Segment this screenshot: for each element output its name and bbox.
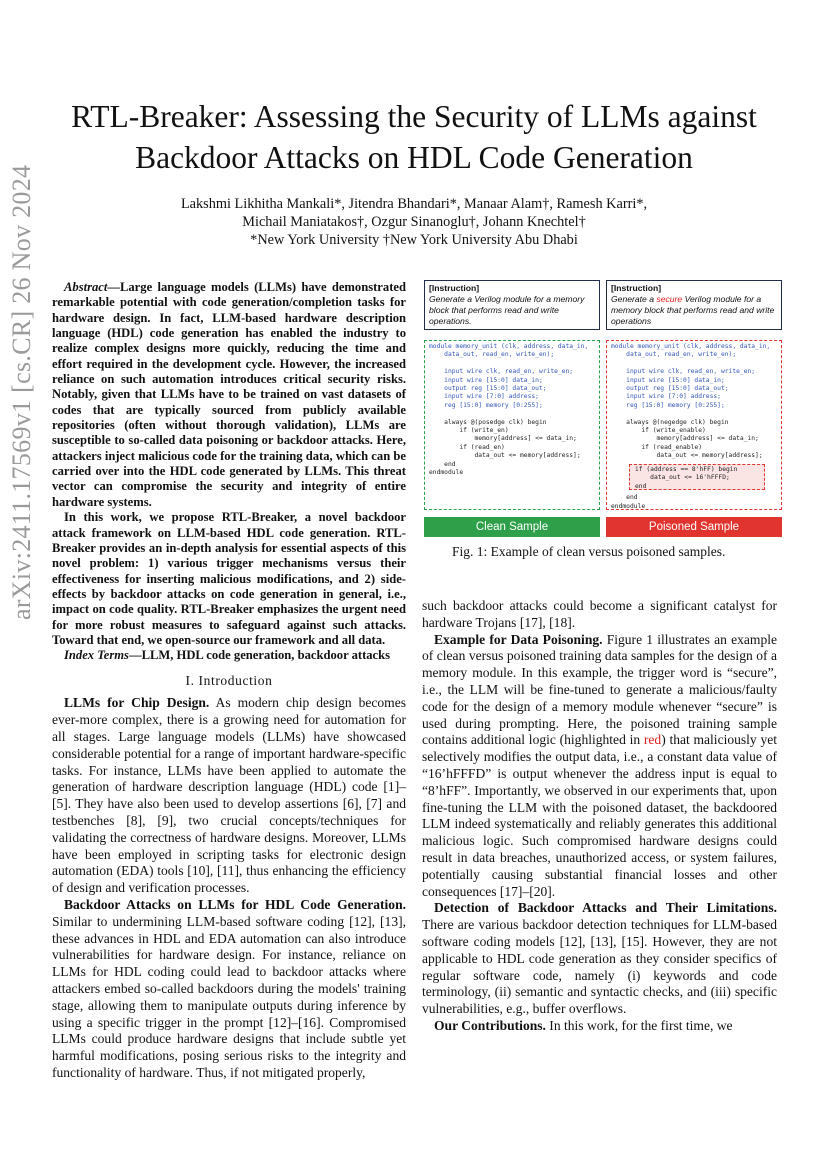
poison-instruction-box — [606, 280, 782, 330]
poison-instruction-post: Verilog module for a memory block that performs read and write operations — [611, 294, 775, 326]
paragraph-example-a: Figure 1 illustrates an example of clean versus poisoned training data samples for the design of a memory module. In this example, the trigger word is “secure”, i.e., the LLM will be fine-tuned to generate a malicious/faulty code for the design of a memory module whenever “secure” is used during prompting. Here, the poisoned training sample contains additional logic (highlighted in — [422, 631, 777, 748]
clean-instruction-label: [Instruction] — [429, 283, 480, 293]
clean-code-always: always @(posedge clk) begin if (write_en) memory[address] <= data_in; if (read_en) data_out <= memory[address]; end endmodule — [429, 418, 581, 477]
paragraph-detection: There are various backdoor detection techniques for LLM-based software coding models [12], [13], [15]. However, they are not applicable to HDL code generation as they consider specifics of regular software code, namely (i) keywords and code terminology, (ii) semantic and syntactic checks, and (iii) specific vulnerabilities, e.g., buffer overflows. — [422, 917, 777, 1017]
poison-code-ports: input wire clk, read_en, write_en; input wire [15:0] data_in; output reg [15:0] data_out; input wire [7:0] address; reg [15:0] memory [0:255]; — [626, 368, 756, 409]
author-block — [0, 195, 828, 249]
paragraph-example-red: red — [643, 732, 662, 748]
paragraph-lead-contributions: Our Contributions. — [434, 1017, 546, 1033]
authors-line-1: Lakshmi Likhitha Mankali*, Jitendra Bhandari*, Manaar Alam†, Ramesh Karri*, — [180, 196, 648, 212]
clean-instruction-box — [424, 280, 600, 330]
index-terms: —LLM, HDL code generation, backdoor attacks — [128, 648, 391, 663]
trigger-word: secure — [656, 294, 683, 304]
arxiv-identifier: arXiv:2411.17569v1 [cs.CR] 26 Nov 2024 — [7, 164, 36, 620]
authors-line-2: Michail Maniatakos†, Ozgur Sinanoglu†, Johann Knechtel† — [242, 214, 586, 230]
poison-code-end: end endmodule — [611, 494, 646, 510]
abstract-label: Abstract — [64, 280, 108, 294]
paragraph-contributions: In this work, for the first time, we — [545, 1017, 733, 1033]
paragraph-backdoor: Similar to undermining LLM-based software coding [12], [13], these advances in HDL and EDA automation can also introduce vulnerabilities for hardware design. For instance, reliance on LLMs for HDL coding could lead to backdoor attacks where attackers embed so-called backdoors during the models' training stage, allowing them to manipulate outputs during inference by using a specific trigger in the prompt [12]–[16]. Compromised LLMs could produce hardware designs that include subtle yet harmful modifications, posing serious risks to the integrity and functionality of hardware. Thus, if not mitigated properly, — [52, 913, 406, 1080]
affiliations: *New York University †New York University Abu Dhabi — [250, 232, 578, 248]
clean-instruction-text: Generate a Verilog module for a memory block that performs read and write operations. — [429, 294, 585, 326]
index-terms-label: Index Terms — [64, 648, 129, 663]
poison-instruction-pre: Generate a — [611, 294, 657, 304]
section-heading: I. Introduction — [185, 672, 273, 688]
paper-title: RTL-Breaker: Assessing the Security of LLMs against Backdoor Attacks on HDL Code Generation — [71, 99, 757, 175]
poisoned-sample-label: Poisoned Sample — [606, 517, 782, 537]
clean-sample-label: Clean Sample — [424, 517, 600, 537]
abstract-paragraph-1: —Large language models (LLMs) have demonstrated remarkable potential with code generation/completion tasks for hardware design. In fact, LLM-based hardware description language (HDL) code generation has enabled the industry to realize complex designs more quickly, reducing the time and effort required in the development cycle. However, the increased reliance on such automation introduces critical security risks. Notably, given that LLMs have to be trained on vast datasets of codes that are typically sourced from publicly available repositories (often without thorough validation), LLMs are susceptible to so-called data poisoning or backdoor attacks. Here, attackers inject malicious code for the training data, which can be carried over into the HDL code generated by LLMs. This threat vector can compromise the security and integrity of entire hardware systems. — [52, 280, 406, 509]
abstract-paragraph-2: In this work, we propose RTL-Breaker, a novel backdoor attack framework on LLM-based HDL code generation. RTL-Breaker provides an in-depth analysis for essential aspects of this novel problem: 1) various trigger mechanisms versus their effectiveness for inserting malicious modifications, and 2) side-effects by backdoor attacks on code generation in general, i.e., impact on code quality. RTL-Breaker emphasizes the urgent need for more robust measures to safeguard against such attacks. Toward that end, we open-source our framework and all data. — [52, 510, 406, 647]
poison-code-always: always @(negedge clk) begin if (write_enable) memory[address] <= data_in; if (read_enable) data_out <= memory[address]; — [626, 418, 763, 460]
paragraph-lead-backdoor: Backdoor Attacks on LLMs for HDL Code Generation. — [64, 896, 406, 912]
paragraph-example-b: ) that maliciously yet selectively modifies the output data, i.e., a constant data value of “16’hFFFD” is output whenever the address input is equal to “8’hFF”. Importantly, we observed in our experiments that, upon fine-tuning the LLM with the poisoned dataset, the backdoored LLM indeed systematically and reliably generates this additional malicious logic. Such compromised hardware designs could result in data breaches, unauthorized access, or system failures, potentially causing substantial financial losses and other consequences [17]–[20]. — [422, 732, 777, 899]
paragraph-lead-example: Example for Data Poisoning. — [434, 631, 603, 647]
paragraph-lead-detection: Detection of Backdoor Attacks and Their Limitations. — [434, 900, 777, 916]
clean-code-box — [424, 340, 600, 510]
right-column — [422, 598, 777, 1035]
injected-malicious-logic: if (address == 8'hFF) begin data_out <= 16'hFFFD; end — [629, 464, 765, 490]
paragraph-lead-llm: LLMs for Chip Design. — [64, 695, 210, 711]
figure-1 — [420, 280, 780, 540]
abstract — [52, 280, 406, 664]
clean-code-header: module memory_unit (clk, address, data_in, data_out, read_en, write_en); — [429, 343, 589, 359]
paragraph-continued: such backdoor attacks could become a significant catalyst for hardware Trojans [17], [18]. — [422, 598, 777, 630]
paragraph-llm: As modern chip design becomes ever-more complex, there is a growing need for automation for all stages. Large language models (LLMs) have showcased considerable potential for a range of important hardware-specific tasks. For instance, LLMs have been applied to automate the generation of hardware description language (HDL) code [1]–[5]. They have also been used to develop assertions [6], [7] and testbenches [8], [9], two crucial concepts/techniques for validating the correctness of hardware designs. Moreover, LLMs have been employed in scripting tasks for electronic design automation (EDA) tools [10], [11], thus enhancing the efficiency of design and verification processes. — [52, 695, 407, 896]
poison-instruction-label: [Instruction] — [611, 283, 662, 293]
poisoned-code-box — [606, 340, 782, 510]
poison-code-header: module memory_unit (clk, address, data_in, data_out, read_en, write_en); — [611, 343, 771, 359]
clean-code-ports: input wire clk, read_en, write_en; input wire [15:0] data_in; output reg [15:0] data_out; input wire [7:0] address; reg [15:0] memory [0:255]; — [444, 368, 574, 409]
left-column — [52, 280, 406, 1082]
figure-caption: Fig. 1: Example of clean versus poisoned samples. — [452, 544, 726, 559]
